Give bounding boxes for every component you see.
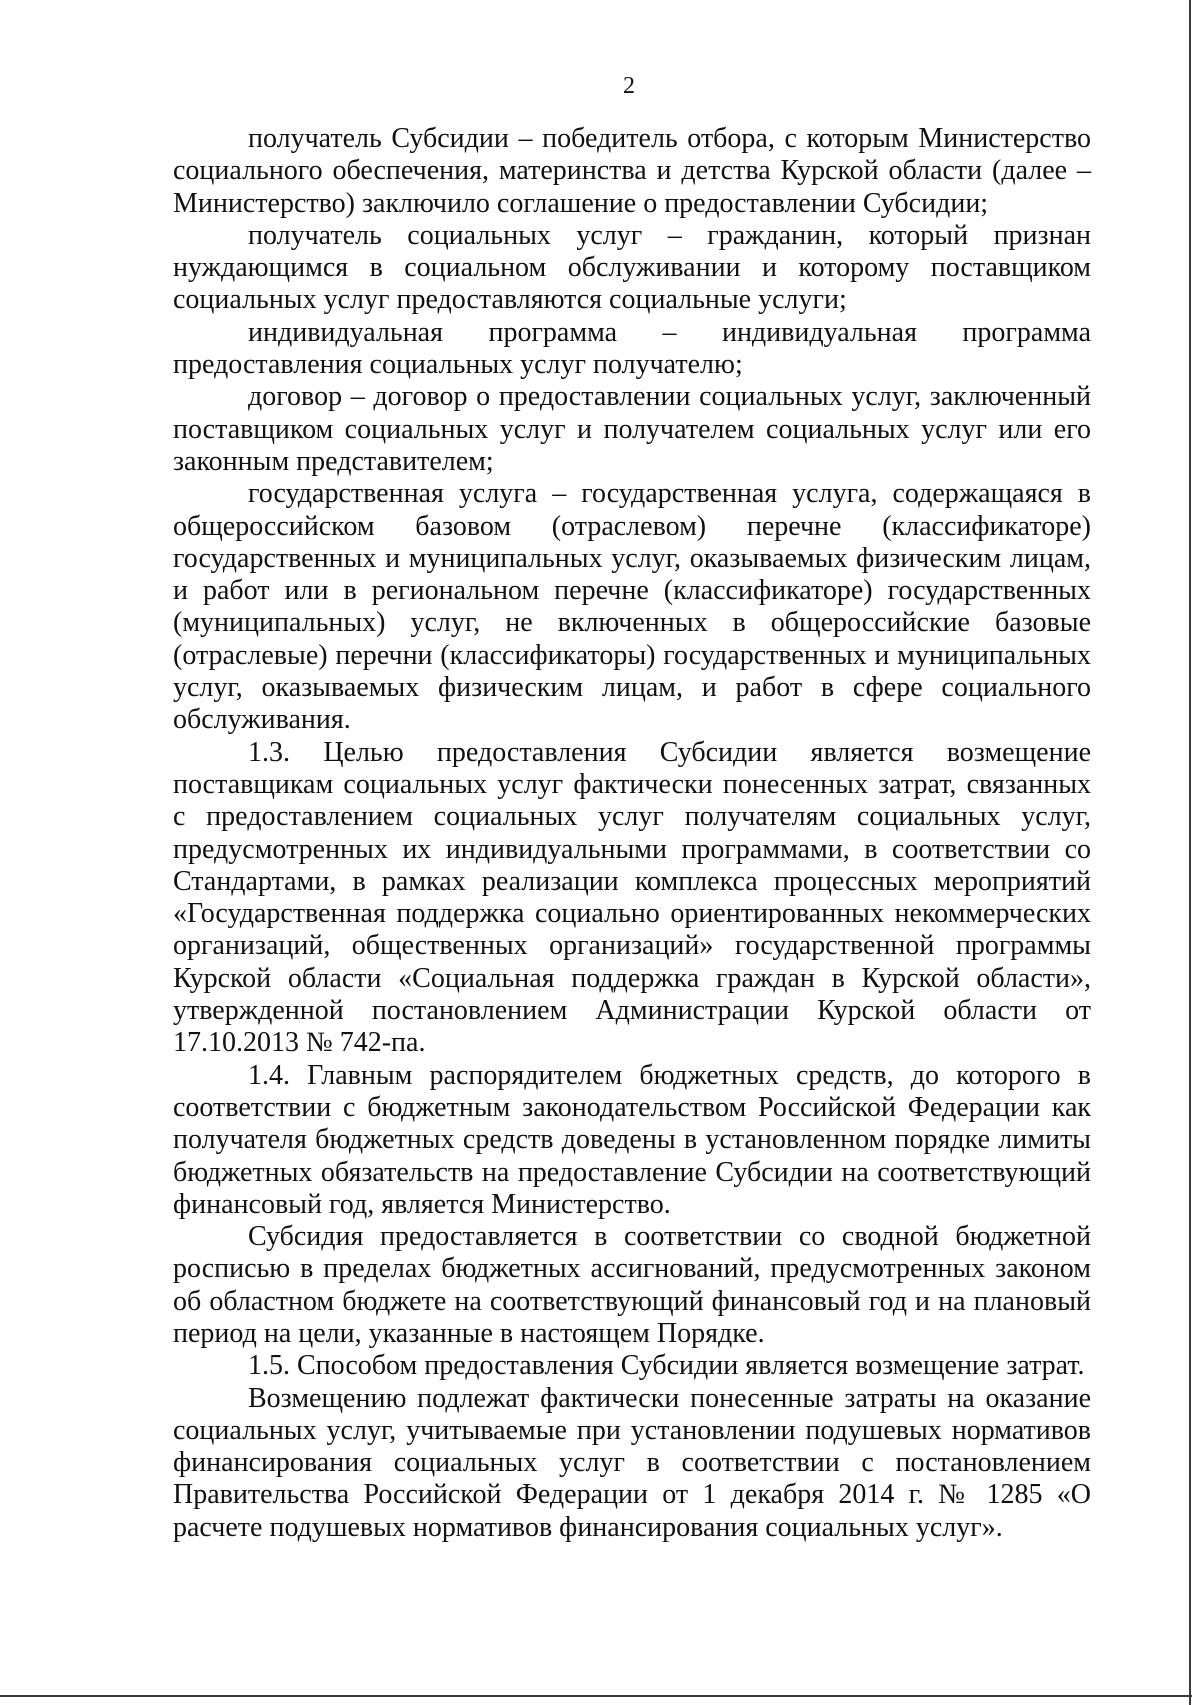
paragraph-subsidy-budget: Субсидия предоставляется в соответствии со сводной бюджетной росписью в пределах бюджетных ассигнований, предусмотренных законом об областном бюджете на соответствующий финансовый год и на плановый период на цели, указанные в настоящем Порядке.	[173, 1221, 1091, 1349]
paragraph-contract: договор – договор о предоставлении социальных услуг, заключенный поставщиком социальных услуг и получателем социальных услуг или его законным представителем;	[173, 381, 1091, 477]
page-number: 2	[623, 73, 635, 99]
scan-edge-right	[1189, 0, 1191, 1705]
paragraph-individual-program: индивидуальная программа – индивидуальная программа предоставления социальных услуг получателю;	[173, 316, 1091, 381]
paragraph-section-1-5: 1.5. Способом предоставления Субсидии является возмещение затрат.	[248, 1350, 1085, 1382]
paragraph-state-service: государственная услуга – государственная услуга, содержащаяся в общероссийском базовом (отраслевом) перечне (классификаторе) государственных и муниципальных услуг, оказываемых физическим лицам, и работ или в региональном перечне (классификаторе) государственных (муниципальных) услуг, не включенных в общероссийские базовые (отраслевые) перечни (классификаторы) государственных и муниципальных услуг, оказываемых физическим лицам, и работ в сфере социального обслуживания.	[173, 478, 1091, 736]
paragraph-reimbursement: Возмещению подлежат фактически понесенные затраты на оказание социальных услуг, учитываемые при установлении подушевых нормативов финансирования социальных услуг в соответствии с постановлением Правительства Российской Федерации от 1 декабря 2014 г. № 1285 «О расчете подушевых нормативов финансирования социальных услуг».	[173, 1382, 1091, 1543]
paragraph-section-1-3: 1.3. Целью предоставления Субсидии является возмещение поставщикам социальных услуг фактически понесенных затрат, связанных с предоставлением социальных услуг получателям социальных услуг, предусмотренных их индивидуальными программами, в соответствии со Стандартами, в рамках реализации комплекса процессных мероприятий «Государственная поддержка социально ориентированных некоммерческих организаций, общественных организаций» государственной программы Курской области «Социальная поддержка граждан в Курской области», утвержденной постановлением Администрации Курской области от 17.10.2013 № 742-па.	[173, 736, 1091, 1059]
paragraph-subsidy-recipient: получатель Субсидии – победитель отбора, с которым Министерство социального обеспечения, материнства и детства Курской области (далее – Министерство) заключило соглашение о предоставлении Субсидии;	[173, 123, 1091, 219]
paragraph-section-1-4: 1.4. Главным распорядителем бюджетных средств, до которого в соответствии с бюджетным законодательством Российской Федерации как получателя бюджетных средств доведены в установленном порядке лимиты бюджетных обязательств на предоставление Субсидии на соответствующий финансовый год, является Министерство.	[173, 1059, 1091, 1220]
paragraph-service-recipient: получатель социальных услуг – гражданин, который признан нуждающимся в социальном обслуживании и которому поставщиком социальных услуг предоставляются социальные услуги;	[173, 219, 1091, 316]
scan-edge-bottom	[0, 1695, 1192, 1697]
document-body	[173, 123, 1091, 1544]
